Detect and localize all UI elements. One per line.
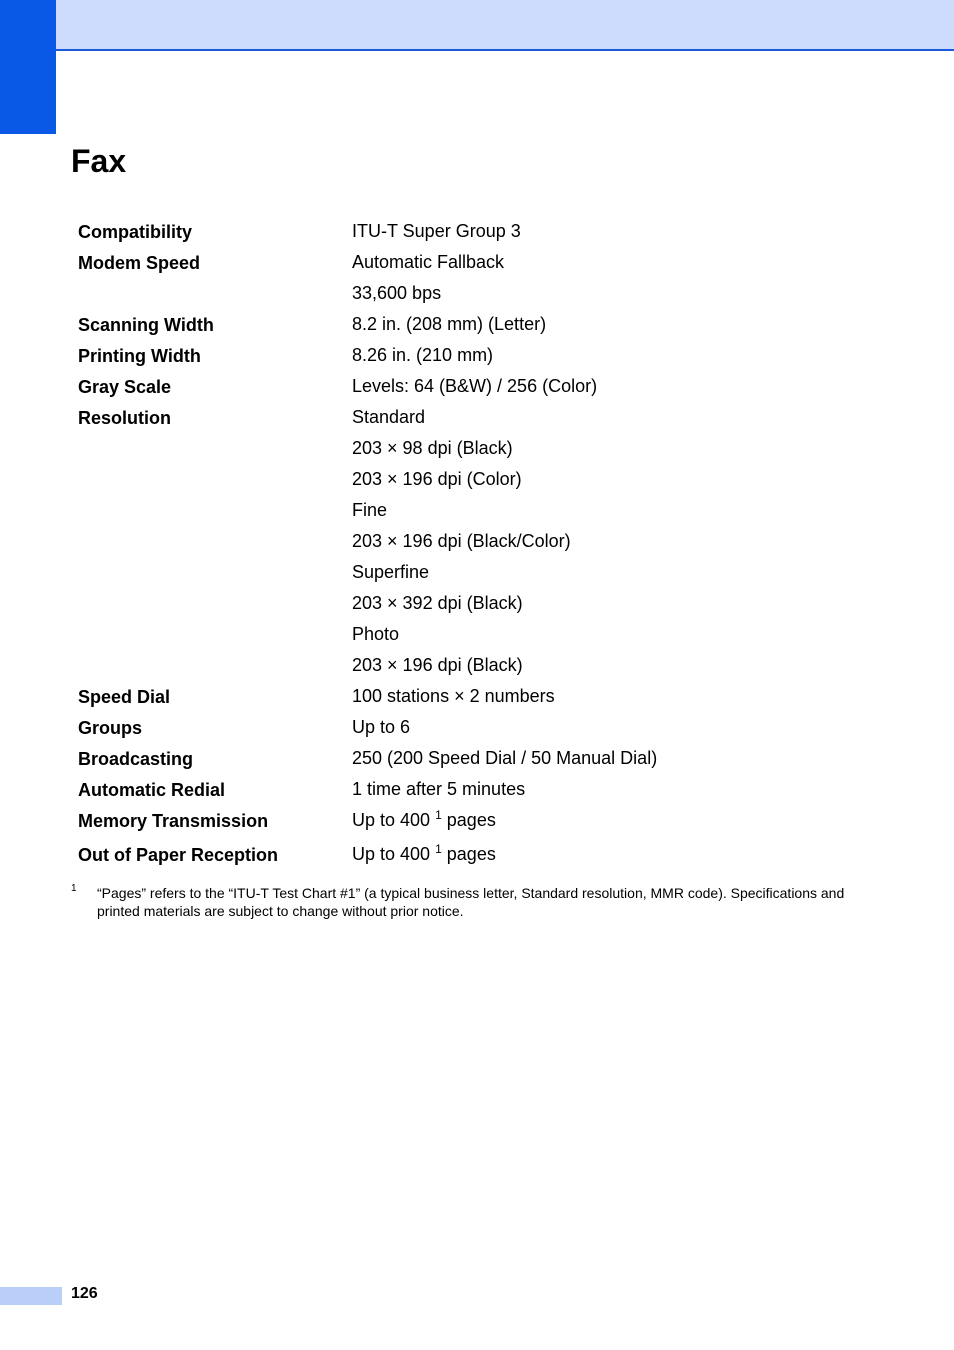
spec-value: ITU-T Super Group 3 <box>352 221 521 241</box>
spec-label: Speed Dial <box>78 687 171 707</box>
spec-label: Memory Transmission <box>78 811 269 831</box>
spec-label: Gray Scale <box>78 377 172 397</box>
spec-row <box>78 342 898 373</box>
spec-label: Broadcasting <box>78 749 194 769</box>
spec-values <box>352 373 898 404</box>
spec-value: Fine <box>352 500 388 520</box>
spec-value-text: Up to 400 <box>352 844 431 864</box>
spec-row <box>78 311 898 342</box>
spec-value: 1 time after 5 minutes <box>352 779 526 799</box>
spec-row <box>78 683 898 714</box>
spec-value-text: Up to 400 <box>352 810 431 830</box>
spec-table <box>78 218 898 875</box>
spec-values <box>352 404 898 683</box>
spec-value-unit: pages <box>446 810 496 830</box>
footnote-mark: 1 <box>71 883 77 894</box>
spec-label: Out of Paper Reception <box>78 845 279 865</box>
spec-value: 203 × 98 dpi (Black) <box>352 438 513 458</box>
spec-row <box>78 249 898 311</box>
spec-value: 203 × 196 dpi (Black) <box>352 655 523 675</box>
page-number: 126 <box>71 1285 98 1302</box>
spec-row <box>78 776 898 807</box>
spec-value: 8.26 in. (210 mm) <box>352 345 494 365</box>
spec-value: 203 × 196 dpi (Color) <box>352 469 522 489</box>
page-title: Fax <box>71 143 127 179</box>
spec-values <box>352 249 898 311</box>
spec-value: 250 (200 Speed Dial / 50 Manual Dial) <box>352 748 658 768</box>
chapter-tab <box>0 0 56 134</box>
spec-value: Levels: 64 (B&W) / 256 (Color) <box>352 376 598 396</box>
spec-row <box>78 404 898 683</box>
spec-values <box>352 841 898 875</box>
spec-label: Compatibility <box>78 222 193 242</box>
spec-values <box>352 745 898 776</box>
spec-values <box>352 342 898 373</box>
spec-values <box>352 807 898 841</box>
spec-row <box>78 373 898 404</box>
spec-value: 8.2 in. (208 mm) (Letter) <box>352 314 547 334</box>
spec-values <box>352 683 898 714</box>
spec-value: 100 stations × 2 numbers <box>352 686 555 706</box>
spec-label: Printing Width <box>78 346 201 366</box>
spec-values <box>352 776 898 807</box>
spec-value: 33,600 bps <box>352 283 442 303</box>
spec-value: Standard <box>352 407 426 427</box>
spec-label: Groups <box>78 718 143 738</box>
header-band <box>56 0 954 51</box>
spec-value: 203 × 392 dpi (Black) <box>352 593 523 613</box>
spec-label: Resolution <box>78 408 171 428</box>
spec-row <box>78 841 898 875</box>
spec-row <box>78 745 898 776</box>
spec-value: Photo <box>352 624 400 644</box>
spec-row <box>78 714 898 745</box>
spec-row <box>78 807 898 841</box>
footnote-reference: 1 <box>435 842 442 856</box>
footnote <box>71 884 871 920</box>
spec-label: Automatic Redial <box>78 780 226 800</box>
spec-values <box>352 714 898 745</box>
spec-value-unit: pages <box>446 844 496 864</box>
spec-values <box>352 218 898 249</box>
spec-value: Automatic Fallback <box>352 252 505 272</box>
spec-label: Modem Speed <box>78 253 201 273</box>
page-number-bar <box>0 1287 62 1305</box>
spec-value: 203 × 196 dpi (Black/Color) <box>352 531 571 551</box>
spec-values <box>352 311 898 342</box>
spec-value: Up to 6 <box>352 717 411 737</box>
footnote-reference: 1 <box>435 808 442 822</box>
spec-value: Superfine <box>352 562 430 582</box>
spec-label: Scanning Width <box>78 315 214 335</box>
spec-row <box>78 218 898 249</box>
spec-value <box>352 841 898 869</box>
footnote-text: “Pages” refers to the “ITU-T Test Chart #1” (a typical business letter, Standard resolution, MMR code). Specifications and printed materials are subject to change without prior notice. <box>97 885 845 919</box>
spec-value <box>352 807 898 835</box>
